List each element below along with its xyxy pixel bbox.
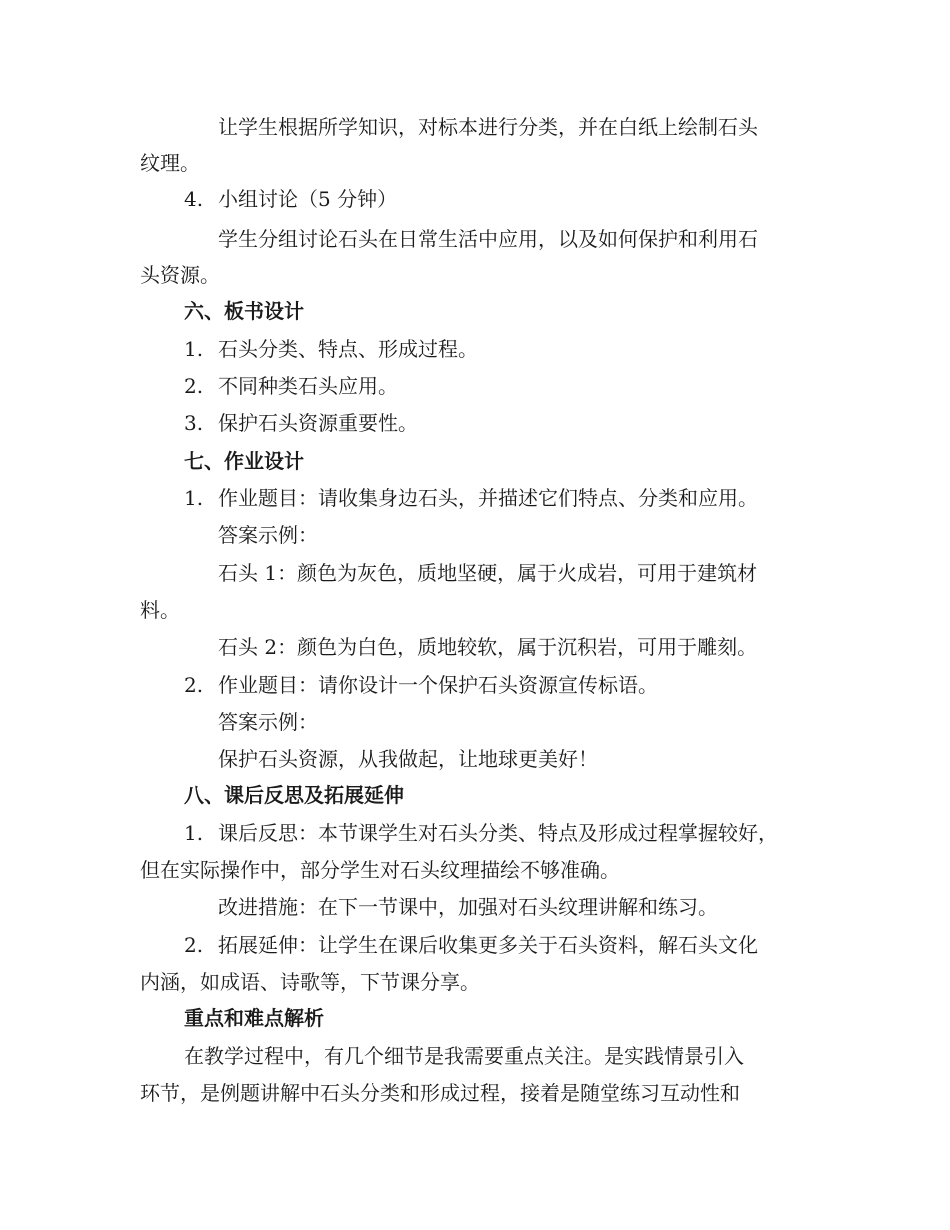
paragraph-line: 石头 2：颜色为白色，质地较软，属于沉积岩，可用于雕刻。 (218, 635, 758, 659)
section-heading-board-design: 六、板书设计 (184, 299, 304, 323)
list-item-text: 保护石头资源重要性。 (218, 411, 418, 435)
list-number: 4. (184, 187, 204, 211)
list-item-2 (184, 373, 398, 399)
paragraph-line: 料。 (140, 598, 180, 622)
list-item-text: 小组讨论（5 分钟） (218, 187, 398, 211)
list-number: 2. (184, 673, 204, 697)
section-heading-key-points: 重点和难点解析 (184, 1006, 324, 1030)
paragraph-line: 答案示例： (218, 523, 318, 547)
list-item-text: 石头分类、特点、形成过程。 (218, 337, 478, 361)
section-heading-reflection: 八、课后反思及拓展延伸 (184, 783, 404, 807)
list-number: 3. (184, 411, 204, 435)
list-item-2 (184, 932, 758, 958)
paragraph-line: 让学生根据所学知识，对标本进行分类，并在白纸上绘制石头 (218, 115, 758, 139)
paragraph-line: 纹理。 (140, 151, 200, 175)
paragraph-line: 环节，是例题讲解中石头分类和形成过程，接着是随堂练习互动性和 (140, 1081, 740, 1105)
list-item-text: 作业题目：请你设计一个保护石头资源宣传标语。 (218, 673, 658, 697)
paragraph-line: 保护石头资源，从我做起，让地球更美好！ (218, 747, 598, 771)
list-item-1 (184, 820, 778, 846)
list-item-text: 拓展延伸：让学生在课后收集更多关于石头资料，解石头文化 (218, 933, 758, 957)
paragraph-line: 头资源。 (140, 263, 220, 287)
paragraph-line: 在教学过程中，有几个细节是我需要重点关注。是实践情景引入 (184, 1044, 744, 1068)
list-number: 2. (184, 374, 204, 398)
list-number: 1. (184, 486, 204, 510)
list-item-3 (184, 410, 418, 436)
list-item-2 (184, 672, 658, 698)
list-number: 1. (184, 821, 204, 845)
list-number: 1. (184, 337, 204, 361)
list-item-4 (184, 186, 397, 212)
list-item-text: 作业题目：请收集身边石头，并描述它们特点、分类和应用。 (218, 486, 758, 510)
paragraph-line: 学生分组讨论石头在日常生活中应用，以及如何保护和利用石 (218, 227, 758, 251)
list-item-text: 课后反思：本节课学生对石头分类、特点及形成过程掌握较好， (218, 821, 778, 845)
paragraph-line: 改进措施：在下一节课中，加强对石头纹理讲解和练习。 (218, 895, 718, 919)
list-item-1 (184, 485, 758, 511)
paragraph-line: 答案示例： (218, 710, 318, 734)
paragraph-line: 内涵，如成语、诗歌等，下节课分享。 (140, 970, 480, 994)
list-number: 2. (184, 933, 204, 957)
section-heading-homework-design: 七、作业设计 (184, 449, 304, 473)
list-item-text: 不同种类石头应用。 (218, 374, 398, 398)
list-item-1 (184, 336, 478, 362)
paragraph-line: 石头 1：颜色为灰色，质地坚硬，属于火成岩，可用于建筑材 (218, 561, 758, 585)
paragraph-line: 但在实际操作中，部分学生对石头纹理描绘不够准确。 (140, 858, 620, 882)
